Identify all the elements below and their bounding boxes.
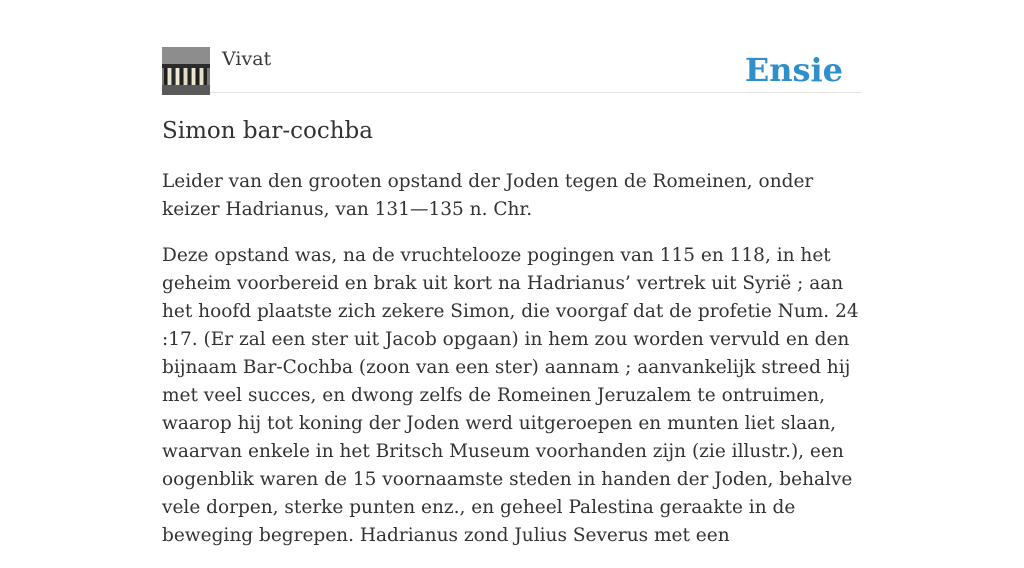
article-paragraph: Deze opstand was, na de vruchtelooze pogingen van 115 en 118, in het geheim voorbereid en brak uit kort na Hadrianus’ vertrek uit Syrië ; aan het hoofd plaatste zich zekere Simon, die voorgaf dat de profetie Num. 24 :17. (Er zal een ster uit Jacob opgaan) in hem zou worden vervuld en den bijnaam Bar-Cochba (zoon van een ster) aannam ; aanvankelijk streed hij met veel succes, en dwong zelfs de Romeinen Jeruzalem te ontruimen, waarop hij tot koning der Joden werd uitgeroepen en munten liet slaan, waarvan enkele in het Britsch Museum voorhanden zijn (zie illustr.), een oogenblik waren de 15 voornaamste steden in handen der Joden, behalve vele dorpen, sterke punten enz., en geheel Palestina geraakte in de beweging begrepen. Hadrianus zond Julius Severus met een <box>162 245 859 546</box>
article-paragraph: Leider van den grooten opstand der Joden tegen de Romeinen, onder keizer Hadrianus, van 131—135 n. Chr. <box>162 171 814 220</box>
brand-logo[interactable]: Ensie <box>744 51 843 89</box>
book-spines-icon <box>162 47 210 95</box>
source-name[interactable]: Vivat <box>222 48 272 70</box>
article-body <box>162 168 862 568</box>
article-title: Simon bar-cochba <box>162 118 373 144</box>
source-avatar[interactable] <box>162 47 210 95</box>
site-header <box>162 46 862 93</box>
